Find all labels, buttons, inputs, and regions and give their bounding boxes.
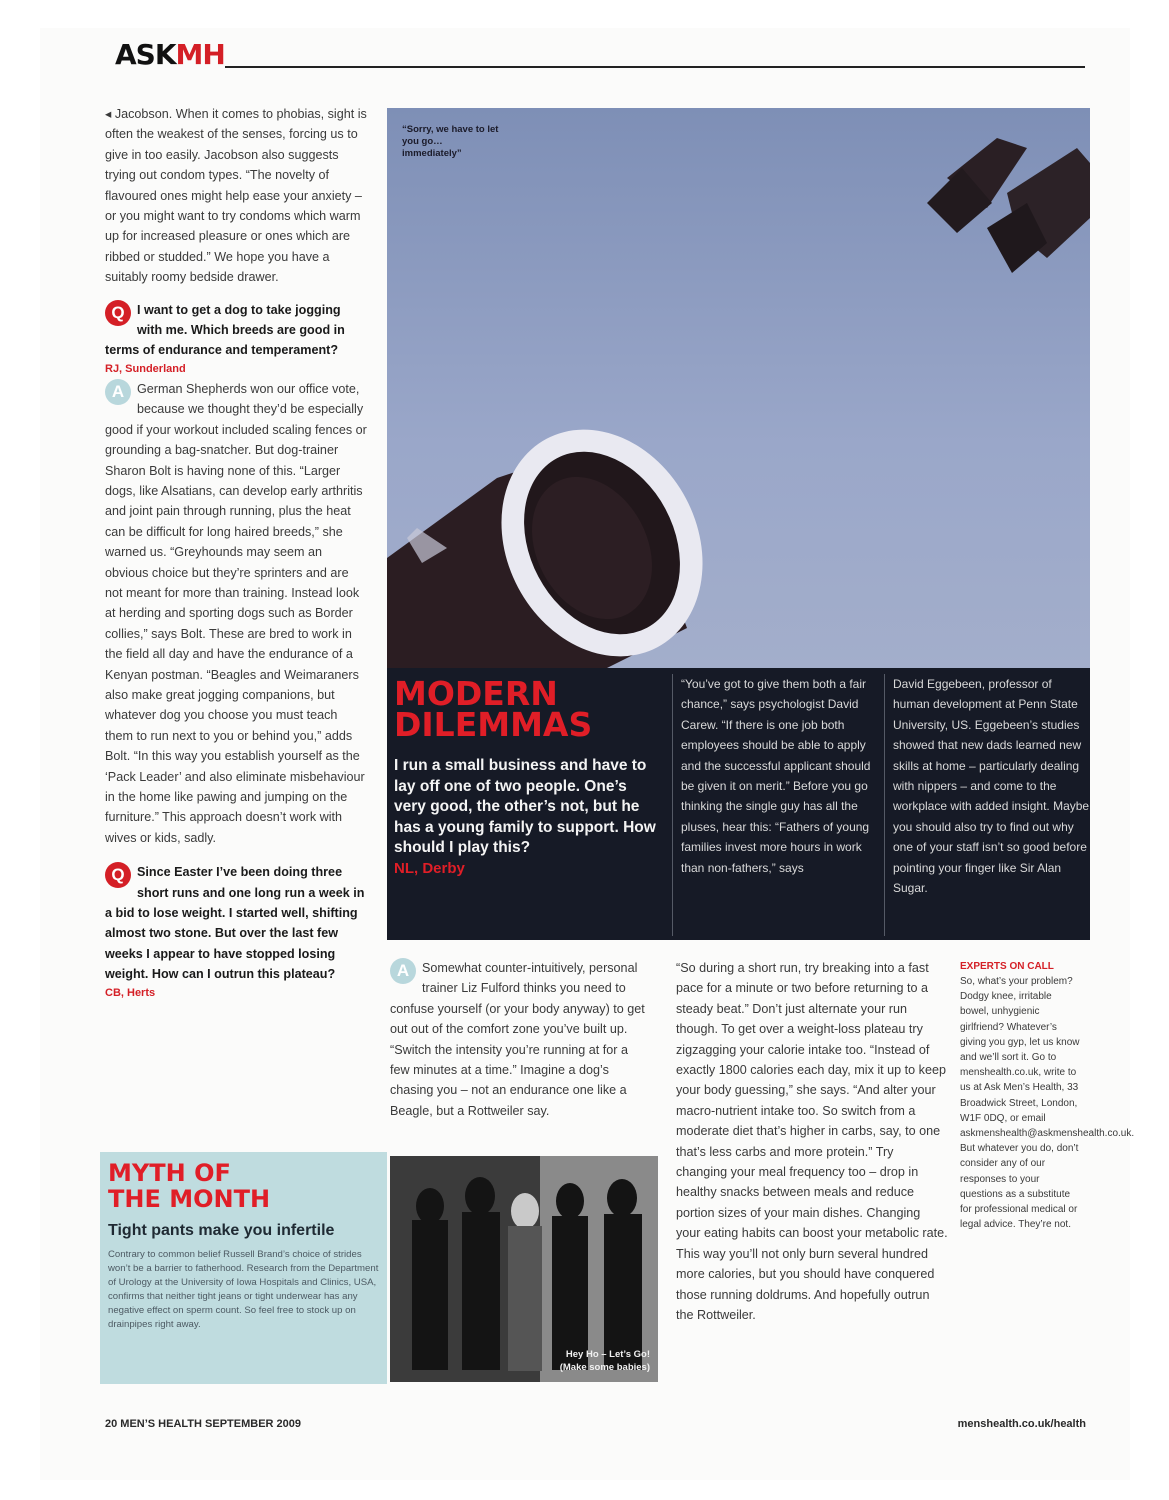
magazine-page xyxy=(40,28,1135,1480)
footer-url: menshealth.co.uk/health xyxy=(957,1418,1086,1430)
dilemma-question: I run a small business and have to lay off one of two people. One’s very good, the other’s not, but he has a young family to support. How should I play this? xyxy=(394,757,656,856)
myth-title-line1: MYTH OF xyxy=(108,1159,231,1187)
dilemma-title xyxy=(394,674,593,744)
band-photo xyxy=(390,1156,658,1382)
dilemma-answer-col2: David Eggebeen, professor of human development at Penn State University, US. Eggebeen’s studies showed that new dads learned new skills at home – particularly dealing with nippers – and come to the workplace with added insight. Maybe you should also try to find out why one of your staff isn’t so good before pointing your finger like Sir Alan Sugar. xyxy=(884,674,1091,936)
answer-badge-icon: A xyxy=(390,958,416,984)
question-dog-text: I want to get a dog to take jogging with me. Which breeds are good in terms of endurance and temperament? xyxy=(105,302,345,358)
myth-title xyxy=(108,1160,270,1212)
masthead-ask: ASK xyxy=(115,38,176,71)
experts-on-call-box xyxy=(960,960,1135,1232)
experts-heading: EXPERTS ON CALL xyxy=(960,961,1054,972)
footer-folio: 20 MEN’S HEALTH SEPTEMBER 2009 xyxy=(105,1418,302,1430)
question-plateau-text: Since Easter I’ve been doing three short runs and one long run a week in a bid to lose weight. I started well, shifting almost two stone. But over the last few weeks I appear to have stopped losing weight. How can I outrun this plateau? xyxy=(105,865,365,982)
answer-dog-text: German Shepherds won our office vote, because we thought they’d be especially good if your workout included scaling fences or grounding a bag-snatcher. But dog-trainer Sharon Bolt is having none of this. “Larger dogs, like Alsatians, can develop early arthritis and joint pain through running, plus the heat can be difficult for long haired breeds,” she warned us. “Greyhounds may seem an obvious choice but they’re sprinters and are not meant for more than training. Instead look at herding and sporting dogs such as Border collies,” says Bolt. These are bred to work in the field all day and have the endurance of a Kenyan postman. “Beagles and Weimaraners also make great jogging companions, but whatever dog you choose you must teach them to run next to you or behind you,” adds Bolt. “In this way you establish yourself as the ‘Pack Leader’ and also eliminate misbehaviour in the home like pawing and jumping on the furniture.” This approach doesn’t work with wives or kids, sadly. xyxy=(105,381,367,845)
question-badge-icon: Q xyxy=(105,300,131,326)
dilemma-answer-col1: “You’ve got to give them both a fair chance,” says psychologist David Carew. “If there is one job both employees should be able to apply and the successful applicant should be given it on merit.” Before you go thinking the single guy has all the pluses, hear this: “Fathers of young families invest more hours in work than non-fathers,” says xyxy=(672,674,879,936)
myth-body: Contrary to common belief Russell Brand’s choice of strides won’t be a barrier to fatherhood. Research from the Department of Urology at the University of Iowa Hospitals and Clinics, USA, confirms that neither tight jeans or tight underwear has any negative effect on sperm count. So feel free to stock up on drainpipes right away. xyxy=(108,1249,379,1330)
jacobson-paragraph: ◂ Jacobson. When it comes to phobias, sight is often the weakest of the senses, forcing us to give in too easily. Jacobson also suggests trying out condom types. “The novelty of flavoured ones might help ease your anxiety – or you might want to try condoms which warm up for increased pleasure or ones which are ribbed or studded.” We hope you have a suitably roomy bedside drawer. xyxy=(105,107,367,285)
answer-plateau-col1 xyxy=(390,958,645,1121)
question-dog-name: RJ, Sunderland xyxy=(105,362,186,375)
band-photo-caption: Hey Ho – Let’s Go! (Make some babies) xyxy=(559,1349,650,1373)
modern-dilemmas-panel xyxy=(387,668,1090,940)
question-plateau xyxy=(105,862,367,984)
answer-dog xyxy=(105,379,367,848)
question-badge-icon: Q xyxy=(105,862,131,888)
left-column xyxy=(105,104,367,1003)
cannon-photo xyxy=(387,108,1090,668)
question-plateau-name: CB, Herts xyxy=(105,986,156,999)
header-rule xyxy=(225,66,1085,68)
dilemma-name: NL, Derby xyxy=(394,860,465,877)
answer-plateau-text-a: Somewhat counter-intuitively, personal trainer Liz Fulford thinks you need to confuse yourself (or your body anyway) to get out out of the comfort zone you’ve built up. “Switch the intensity you’re running at for a few minutes at a time.” Imagine a dog’s chasing you – not an endurance one like a Beagle, but a Rottweiler say. xyxy=(390,961,645,1118)
myth-subtitle: Tight pants make you infertile xyxy=(108,1222,335,1239)
answer-badge-icon: A xyxy=(105,379,131,405)
dilemma-title-line2: DILEMMAS xyxy=(394,705,593,744)
masthead-mh: MH xyxy=(175,38,225,71)
cannon-illustration xyxy=(387,108,1090,668)
dilemma-title-line1: MODERN xyxy=(394,674,558,713)
photo-caption: “Sorry, we have to let you go… immediately” xyxy=(402,124,499,159)
myth-title-line2: THE MONTH xyxy=(108,1185,271,1213)
answer-plateau-col2: “So during a short run, try breaking into a fast pace for a minute or two before returning to a steady beat.” Don’t just alternate your run though. To get over a weight-loss plateau try zigzagging your calorie intake too. “Instead of exactly 1800 calories each day, mix it up to keep your body guessing,” she says. “And alter your macro-nutrient intake too. So switch from a moderate diet that’s higher in carbs, say, to one that’s less carbs and more protein.” Try changing your meal frequency too – drop in healthy snacks between meals and reduce portion sizes of your main dishes. Changing your eating habits can boost your metabolic rate. This way you’ll not only burn several hundred more calories, but you should have conquered those running doldrums. And hopefully outrun the Rottweiler. xyxy=(676,961,948,1322)
experts-body: So, what’s your problem? Dodgy knee, irritable bowel, unhygienic girlfriend? Whatever’s giving you gyp, let us know and we’ll sort it. Go to menshealth.co.uk, write to us at Ask Men’s Health, 33 Broadwick Street, London, W1F 0DQ, or email askmenshealth@askmenshealth.co.uk. But whatever you do, don’t consider any of our responses to your questions as a substitute for professional medical or legal advice. They’re not. xyxy=(960,976,1135,1231)
myth-of-the-month-box xyxy=(100,1152,387,1384)
masthead-logo xyxy=(115,38,225,71)
question-dog xyxy=(105,300,367,361)
